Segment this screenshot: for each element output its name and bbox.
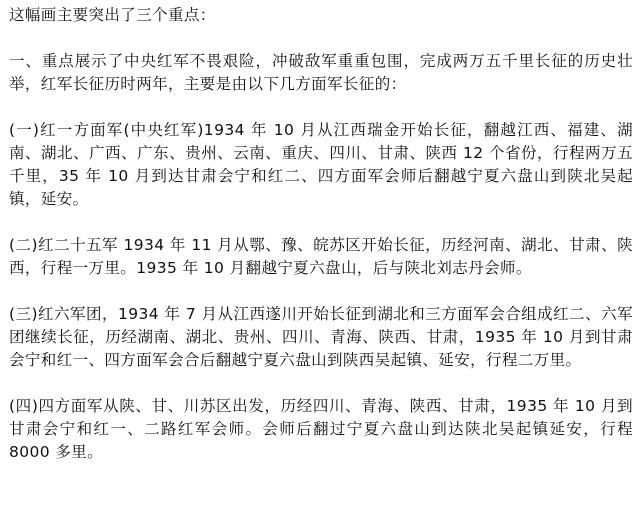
paragraph-red-6th-corps: (三)红六军团，1934 年 7 月从江西遂川开始长征到湖北和三方面军会合组成红二、六军团继续长征，历经湖南、湖北、贵州、四川、青海、陕西、甘肃，1935 年 10 月到甘肃会宁和红一、四方面军会合后翻越宁夏六盘山到陕西吴起镇、延安，行程二万里。 bbox=[9, 305, 633, 369]
paragraph-fourth-front-army: (四)四方面军从陕、甘、川苏区出发，历经四川、青海、陕西、甘肃，1935 年 10 月到甘肃会宁和红一、二路红军会师。会师后翻过宁夏六盘山到达陕北吴起镇延安，行程 8000 多里。 bbox=[9, 397, 639, 461]
paragraph-red-first-front-army: (一)红一方面军(中央红军)1934 年 10 月从江西瑞金开始长征，翻越江西、福建、湖南、湖北、广西、广东、贵州、云南、重庆、四川、甘肃、陕西 12 个省份，行程两万五千里，35 年 10 月到达甘肃会宁和红二、四方面军会师后翻越宁夏六盘山到陕北吴起镇，延安。 bbox=[9, 121, 633, 208]
document-heading: 这幅画主要突出了三个重点： bbox=[9, 6, 216, 24]
paragraph-intro: 一、重点展示了中央红军不畏艰险，冲破敌军重重包围，完成两万五千里长征的历史壮举，红军长征历时两年，主要是由以下几方面军长征的： bbox=[9, 52, 633, 93]
document-body bbox=[9, 4, 639, 464]
paragraph-red-25th-army: (二)红二十五军 1934 年 11 月从鄂、豫、皖苏区开始长征，历经河南、湖北、甘肃、陕西，行程一万里。1935 年 10 月翻越宁夏六盘山，后与陕北刘志丹会师。 bbox=[9, 236, 633, 277]
